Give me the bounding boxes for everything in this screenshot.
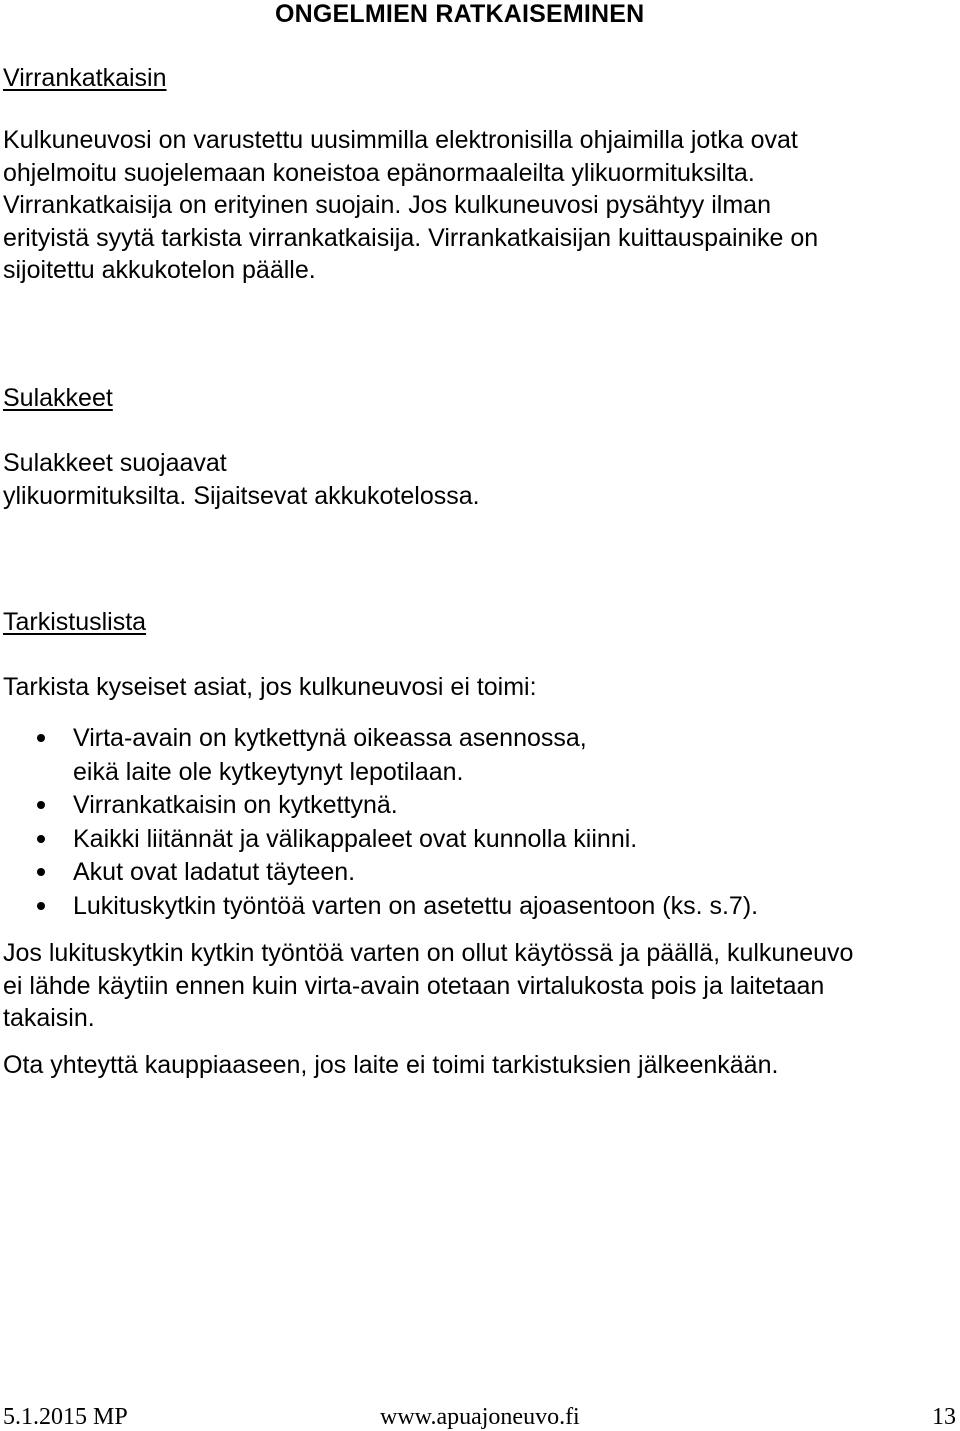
text-line: takaisin.	[3, 1004, 95, 1032]
checklist-intro: Tarkista kyseiset asiat, jos kulkuneuvosi ei toimi:	[3, 673, 537, 701]
text-line: ohjelmoitu suojelemaan koneistoa epänormaaleilta ylikuormituksilta.	[3, 158, 755, 187]
bullet-icon	[37, 868, 45, 876]
bullet-icon	[37, 902, 45, 910]
text-line: Akut ovat ladatut täyteen.	[73, 858, 356, 886]
bullet-icon	[37, 801, 45, 809]
text-line: Virta-avain on kytkettynä oikeassa asennossa,	[73, 724, 587, 752]
footer-website-link[interactable]: www.apuajoneuvo.fi	[380, 1404, 580, 1430]
page-title: ONGELMIEN RATKAISEMINEN	[275, 0, 645, 28]
section-heading-tarkistuslista: Tarkistuslista	[3, 608, 147, 636]
list-item	[3, 823, 758, 857]
list-item	[3, 856, 758, 890]
text-line: ei lähde käytiin ennen kuin virta-avain otetaan virtalukosta pois ja laitetaan	[3, 971, 825, 1000]
paragraph-sulakkeet	[3, 447, 480, 512]
footer-date-author: 5.1.2015 MP	[3, 1404, 128, 1430]
text-line: Virrankatkaisija on erityinen suojain. Jos kulkuneuvosi pysähtyy ilman	[3, 191, 771, 219]
text-line: sijoitettu akkukotelon päälle.	[3, 256, 316, 284]
section-heading-sulakkeet: Sulakkeet	[3, 384, 113, 412]
paragraph-contact-dealer: Ota yhteyttä kauppiaaseen, jos laite ei toimi tarkistuksien jälkeenkään.	[3, 1051, 779, 1079]
footer-page-number: 13	[932, 1404, 956, 1430]
list-item	[3, 789, 758, 823]
bullet-icon	[37, 835, 45, 843]
paragraph-virrankatkaisin	[3, 124, 818, 287]
bullet-icon	[37, 734, 45, 742]
paragraph-lukituskytkin	[3, 937, 853, 1035]
checklist	[3, 722, 758, 923]
text-line: erityistä syytä tarkista virrankatkaisija. Virrankatkaisijan kuittauspainike on	[3, 223, 819, 252]
text-line: Kaikki liitännät ja välikappaleet ovat kunnolla kiinni.	[73, 824, 638, 853]
text-line: Kulkuneuvosi on varustettu uusimmilla elektronisilla ohjaimilla jotka ovat	[3, 126, 798, 154]
list-item	[3, 722, 758, 789]
text-line: Lukituskytkin työntöä varten on asetettu ajoasentoon (ks. s.7).	[73, 891, 759, 920]
text-line: eikä laite ole kytkeytynyt lepotilaan.	[73, 757, 464, 786]
list-item	[3, 890, 758, 924]
text-line: Sulakkeet suojaavat	[3, 449, 227, 477]
text-line: Virrankatkaisin on kytkettynä.	[73, 791, 398, 819]
section-heading-virrankatkaisin: Virrankatkaisin	[3, 64, 167, 92]
text-line: Jos lukituskytkin kytkin työntöä varten on ollut käytössä ja päällä, kulkuneuvo	[3, 939, 854, 967]
text-line: ylikuormituksilta. Sijaitsevat akkukotelossa.	[3, 481, 480, 510]
